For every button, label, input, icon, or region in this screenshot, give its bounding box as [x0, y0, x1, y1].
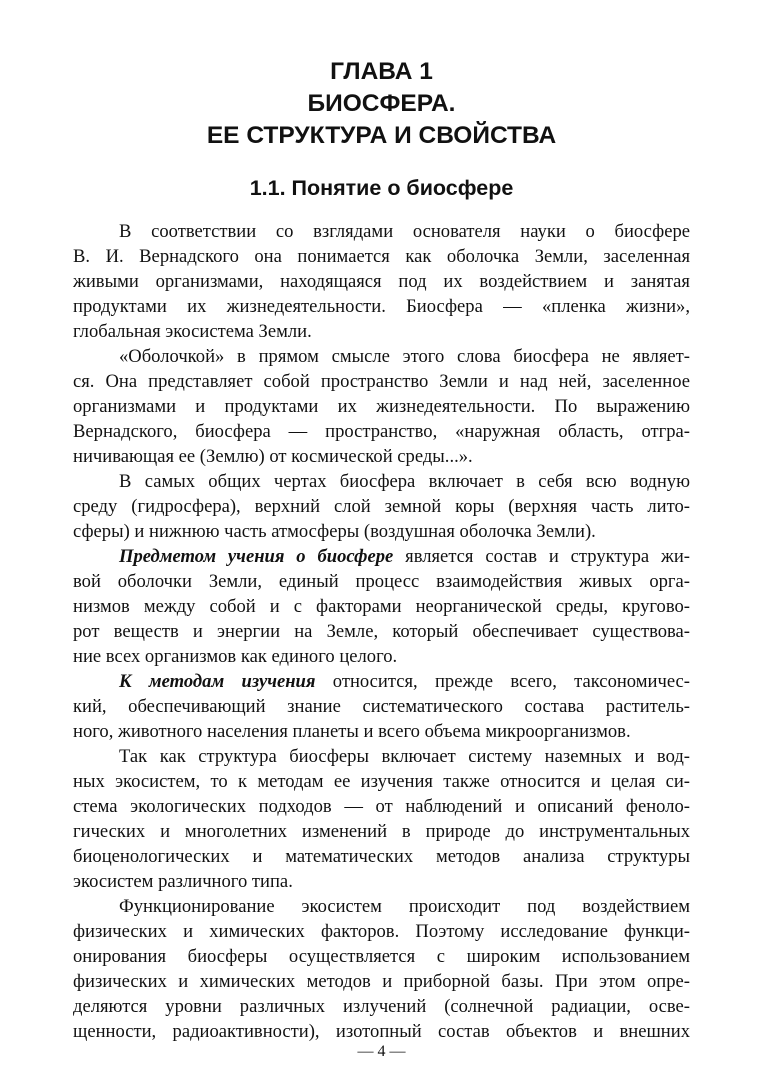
- emphasis-term: Предметом учения о биосфере: [119, 546, 394, 567]
- line-rest: является состав и структура жи-: [393, 546, 690, 567]
- text-line: низмов между собой и с факторами неорганической среды, кругово-: [73, 596, 690, 617]
- emphasis-term: К методам изучения: [119, 671, 316, 692]
- text-line: В. И. Вернадского она понимается как оболочка Земли, заселенная: [73, 246, 690, 267]
- text-line: биоценологических и математических методов анализа структуры: [73, 846, 690, 867]
- text-line: ся. Она представляет собой пространство Земли и над ней, заселенное: [73, 371, 690, 392]
- text-line: физических и химических методов и приборной базы. При этом опре-: [73, 971, 690, 992]
- text-line: гических и многолетних изменений в природе до инструментальных: [73, 821, 690, 842]
- text-line: ного, животного населения планеты и всего объема микроорганизмов.: [73, 721, 631, 742]
- section-title: 1.1. Понятие о биосфере: [249, 176, 514, 200]
- text-line: В соответствии со взглядами основателя науки о биосфере: [119, 221, 690, 242]
- text-line: Функционирование экосистем происходит под воздействием: [119, 896, 690, 917]
- text-line: физических и химических факторов. Поэтому исследование функци-: [73, 921, 690, 942]
- text-line: Так как структура биосферы включает систему наземных и вод-: [119, 746, 690, 767]
- chapter-number: ГЛАВА 1: [330, 58, 433, 85]
- text-line: вой оболочки Земли, единый процесс взаимодействия живых орга-: [73, 571, 690, 592]
- chapter-title-line-1: БИОСФЕРА.: [307, 90, 456, 117]
- text-line: деляются уровни различных излучений (солнечной радиации, осве-: [73, 996, 690, 1017]
- chapter-title-line-2: ЕЕ СТРУКТУРА И СВОЙСТВА: [206, 122, 557, 149]
- line-rest: относится, прежде всего, таксономичес-: [315, 671, 690, 692]
- text-line: сферы) и нижнюю часть атмосферы (воздушная оболочка Земли).: [73, 521, 596, 542]
- text-line: организмами и продуктами их жизнедеятельности. По выражению: [73, 396, 690, 417]
- text-line: онирования биосферы осуществляется с широким использованием: [73, 946, 690, 967]
- text-line: [119, 545, 690, 568]
- text-line: «Оболочкой» в прямом смысле этого слова биосфера не являет-: [119, 346, 690, 367]
- text-line: продуктами их жизнедеятельности. Биосфера — «пленка жизни»,: [73, 296, 690, 317]
- text-line: среду (гидросфера), верхний слой земной коры (верхняя часть лито-: [73, 496, 690, 517]
- text-line: щенности, радиоактивности), изотопный состав объектов и внешних: [73, 1021, 690, 1042]
- text-line: [119, 670, 690, 693]
- text-line: В самых общих чертах биосфера включает в себя всю водную: [119, 471, 690, 492]
- text-line: Вернадского, биосфера — пространство, «наружная область, отгра-: [73, 421, 690, 442]
- text-line: глобальная экосистема Земли.: [73, 321, 312, 342]
- text-line: стема экологических подходов — от наблюдений и описаний феноло-: [73, 796, 690, 817]
- text-line: ние всех организмов как единого целого.: [73, 646, 398, 667]
- text-line: экосистем различного типа.: [73, 871, 293, 892]
- text-line: рот веществ и энергии на Земле, который обеспечивает существова-: [73, 621, 690, 642]
- text-line: ничивающая ее (Землю) от космической среды...».: [73, 446, 473, 467]
- text-line: кий, обеспечивающий знание систематического состава раститель-: [73, 696, 690, 717]
- text-line: ных экосистем, то к методам ее изучения также относится и целая си-: [73, 771, 690, 792]
- page-number: — 4 —: [357, 1043, 406, 1060]
- text-line: живыми организмами, находящаяся под их воздействием и занятая: [73, 271, 690, 292]
